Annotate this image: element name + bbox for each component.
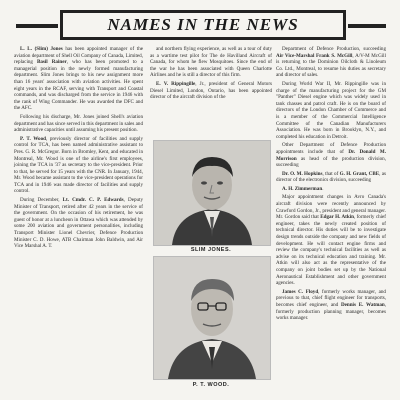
body-text: has been appointed manager of the aviation department of Shell Oil Company of Canada, Limited, replacing: [14, 46, 143, 66]
column-2: [150, 46, 272, 103]
body-text: , Jr., president of General Motors Diesel Limited, London, Ontario, has been appointed director of the aircraft division of the: [150, 80, 272, 101]
body-text: Major appointment changes in Avro Canada's aircraft division were recently announced by Crawford Gordon, Jr., president and general manager. Mr. Gordon said that: [276, 194, 386, 221]
portrait-image: [154, 257, 270, 379]
name-highlight: Basil Rainer: [36, 59, 67, 66]
photo-caption-pt-wood: P. T. WOOD.: [192, 382, 230, 388]
paragraph: [276, 289, 386, 322]
header-rule-right: [348, 24, 386, 28]
paragraph: [276, 46, 386, 79]
paragraph: [150, 46, 272, 79]
body-text: Following his discharge, Mr. Jones joined Shell's aviation department and has since served in this department in sales and administrative capacities until assuming his present position.: [14, 113, 144, 134]
name-highlight: Dennis E. Watman: [340, 301, 385, 308]
body-text: Other Department of Defence Production appointments include that of: [276, 142, 386, 155]
column-1: [14, 46, 143, 252]
name-highlight: P. T. Wood: [20, 135, 46, 142]
paragraph: [14, 136, 143, 195]
column-3: [276, 46, 386, 324]
body-text: During December,: [20, 197, 63, 204]
body-text: , formerly works manager, and previous to that, chief flight engineer for transports, becomes chief engineer, and: [276, 288, 386, 308]
paragraph: [276, 171, 386, 184]
body-text: , as director of the electronics division, succeeding: [276, 170, 386, 184]
name-highlight: Dr. Donald M. Morrison: [276, 148, 386, 162]
portrait-image: [154, 141, 270, 245]
body-text: as head of the production division, succeeding: [276, 155, 386, 169]
portrait-photo-pt-wood: [153, 256, 271, 380]
photo-caption-slim-jones: SLIM JONES.: [190, 247, 232, 253]
name-highlight: E. V. Rippingille: [156, 80, 196, 87]
body-text: , A/V-M McGill is returning to the Dominion Oilcloth & Linoleum Co. Ltd., Montreal, to resume his duties as secretary and director of sales.: [276, 52, 386, 79]
body-text: , Deputy Minister of Transport, retired after 42 years in the service of the government. On the occasion of his retirement, he was guest of honor at a luncheon in Ottawa which was attended by some 200 aviation and government personalities, including Transport Minister Lionel Chevrier, Defence Production Minister C. D. Howe, ATB Chairman John Baldwin, and Air Vice Marshal A. T.: [14, 197, 144, 250]
section-header: [16, 8, 386, 44]
name-highlight: Lt. Cmdr. C. P. Edwards: [62, 197, 124, 204]
body-text: Department of Defence Production, succeeding: [282, 46, 386, 52]
paragraph: [14, 114, 143, 134]
body-text: , who has been promoted to a managerial position in the newly formed manufacturing department. Slim Jones brings to his new assignment more than 16 years' association with aviation activities. He spent eight years in the RCAF, serving with Transport and Coastal commands, and was discharged from the service in 1946 with the rank of Wing Commander. He was awarded the DFC and the AFC.: [14, 59, 143, 112]
body-text: and northern flying experience, as well as a tour of duty as a wartime test pilot for The de Havilland Aircraft of Canada, for whom he flew Mosquitoes. Since the end of the war he has been associated with Queen Charlotte Airlines and he is still a director of this firm.: [150, 46, 272, 79]
header-rule-left: [16, 24, 58, 28]
body-text: , that of: [322, 170, 340, 177]
body-text: , formerly chief engineer, takes the newly created position of technical director. His duties will be to investigate design trends outside the company and new fields of development. He will contact engine firms and review the company's technical facilities as well as advise on its technical education and training. Mr. Atkin will also act as the representative of the company on joint bodies set up by the National Aeronautical Establishment and other government agencies.: [276, 214, 386, 287]
section-title: NAMES IN THE NEWS: [107, 15, 299, 34]
paragraph: [276, 186, 386, 193]
body-text: During World War II, Mr. Rippingille was in charge of the manufacturing project for the GM "Panther" Diesel engine which was widely used in tank chasses and patrol craft. He is on the board of directors of the London Chamber of Commerce and is a member of the Commercial Intelligence Committee of the Canadian Manufacturers Association. He was born in Brooklyn, N.Y., and completed his education in Detroit.: [276, 80, 386, 140]
name-highlight: A. H. Zimmerman: [282, 185, 323, 192]
body-text: .: [322, 185, 324, 192]
name-highlight: G. H. Grant, CBE: [339, 170, 380, 177]
body-text: , formerly production planning manager, becomes works manager.: [276, 301, 386, 322]
name-highlight: L. L. (Slim) Jones: [20, 46, 63, 52]
name-highlight: James C. Floyd: [282, 288, 319, 295]
paragraph: [14, 46, 143, 112]
name-highlight: Air Vice-Marshal Frank S. McGill: [276, 52, 353, 59]
paragraph: [276, 194, 386, 286]
name-highlight: Dr. O. M. Hopkins: [282, 170, 323, 177]
paragraph: [276, 81, 386, 140]
name-highlight: Edgar H. Atkin: [320, 214, 354, 221]
portrait-photo-slim-jones: [153, 140, 271, 246]
header-title-box: [60, 10, 346, 40]
paragraph: [150, 81, 272, 101]
paragraph: [276, 142, 386, 168]
body-text: , previously director of facilities and supply control for TCA, has been named administrative assistant to Pres. G. R. McGregor. Born in Bromley, Kent, and educated in Montreal, Mr. Wood is one of the airline's first employees, joining the TCA in '37 as secretary to the vice-president. Prior to that, he served for 15 years with the CNR. In January, 1944, Mr. Wood became assistant to the vice-president operations for TCA and in 1946 was made director of facilities and supply control.: [14, 135, 144, 195]
paragraph: [14, 197, 143, 250]
